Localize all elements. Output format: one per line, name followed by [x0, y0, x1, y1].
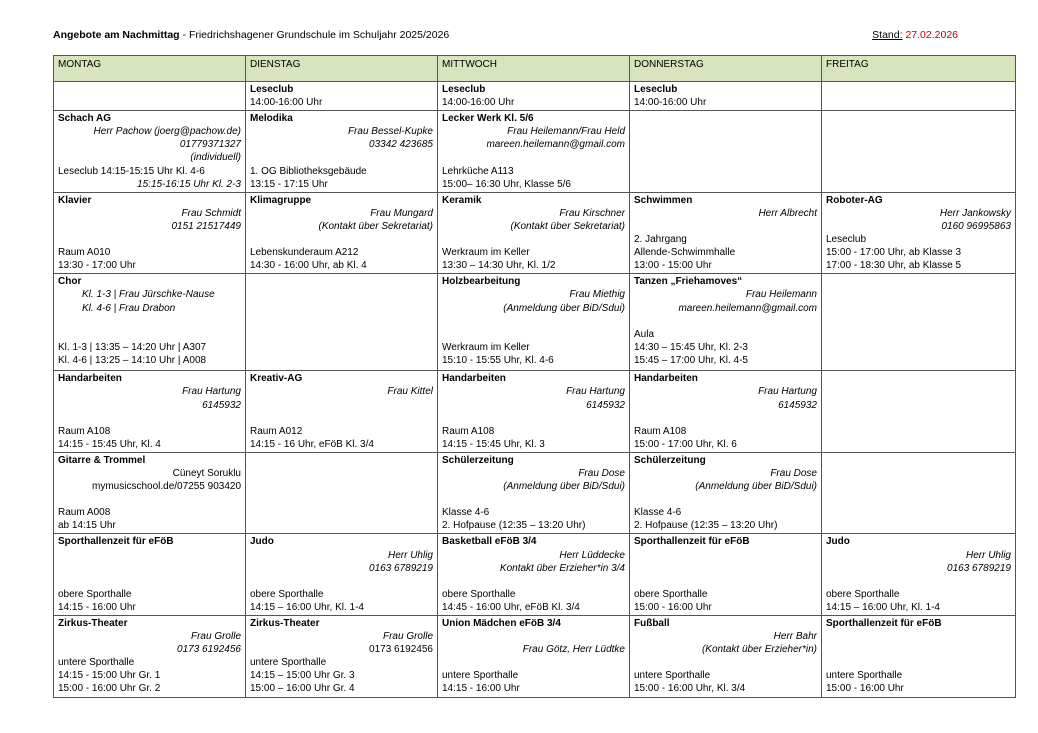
schedule-cell — [54, 616, 246, 698]
activity-title: Basketball eFöB 3/4 — [442, 536, 537, 548]
activity-title: Sporthallenzeit für eFöB — [58, 536, 174, 548]
contact-line: 0173 6192456 — [177, 644, 241, 656]
contact-line: Herr Albrecht — [758, 207, 817, 219]
spacer — [634, 656, 817, 669]
detail-line: Aula — [634, 328, 655, 340]
spacer — [442, 315, 625, 328]
spacer — [634, 220, 817, 233]
detail-line: 13:30 - 17:00 Uhr — [58, 260, 136, 272]
spacer — [250, 575, 433, 588]
spacer — [634, 549, 817, 562]
schedule-cell — [630, 616, 822, 698]
detail-line: Raum A108 — [634, 425, 687, 437]
activity-title: Keramik — [442, 194, 482, 206]
activity-title: Roboter-AG — [826, 194, 883, 206]
group-line: Kl. 4-6 | Frau Drabon — [82, 302, 176, 314]
schedule-cell — [246, 371, 438, 453]
schedule-cell — [630, 534, 822, 616]
detail-line: Lebenskunderaum A212 — [250, 247, 359, 259]
contact-line: Herr Uhlig — [965, 549, 1011, 561]
contact-line: 6145932 — [778, 399, 817, 411]
detail-line: 15:00– 16:30 Uhr, Klasse 5/6 — [442, 178, 571, 190]
day-header: MONTAG — [54, 56, 246, 82]
spacer — [250, 233, 433, 246]
schedule-cell — [54, 192, 246, 274]
detail-line: 15:00 – 16:00 Uhr Gr. 4 — [250, 683, 355, 695]
contact-line: 15:15-16:15 Uhr Kl. 2-3 — [137, 178, 241, 190]
contact-line: Frau Grolle — [190, 631, 241, 643]
detail-line: 2. Jahrgang — [634, 234, 687, 246]
activity-title: Judo — [250, 536, 274, 548]
spacer — [58, 233, 241, 246]
schedule-cell — [246, 452, 438, 534]
spacer — [442, 151, 625, 164]
detail-line: ab 14:15 Uhr — [58, 520, 116, 532]
contact-line: (Anmeldung über BiD/Sdui) — [503, 481, 625, 493]
activity-title: Handarbeiten — [442, 373, 506, 385]
spacer — [442, 493, 625, 506]
contact-line: (Anmeldung über BiD/Sdui) — [503, 302, 625, 314]
schedule-table — [53, 55, 1016, 698]
day-header: MITTWOCH — [438, 56, 630, 82]
contact-line: Frau Miethig — [569, 289, 625, 301]
contact-line: Frau Dose — [770, 467, 817, 479]
spacer — [250, 399, 433, 412]
contact-line: mareen.heilemann@gmail.com — [678, 302, 817, 314]
detail-line: untere Sporthalle — [826, 670, 903, 682]
detail-line: 15:00 - 16:00 Uhr — [826, 683, 904, 695]
schedule-cell — [822, 616, 1016, 698]
activity-title: Lecker Werk Kl. 5/6 — [442, 113, 534, 125]
contact-line: 6145932 — [586, 399, 625, 411]
detail-line: 14:15 – 16:00 Uhr, Kl. 1-4 — [826, 601, 940, 613]
detail-line: 15:45 – 17:00 Uhr, Kl. 4-5 — [634, 354, 748, 366]
day-header: FREITAG — [822, 56, 1016, 82]
detail-line: Allende-Schwimmhalle — [634, 247, 736, 259]
detail-line: 14:15 - 16:00 Uhr — [58, 601, 136, 613]
schedule-cell — [822, 111, 1016, 193]
detail-line: obere Sporthalle — [634, 588, 708, 600]
detail-line: 14:15 – 16:00 Uhr, Kl. 1-4 — [250, 601, 364, 613]
detail-line: 15:00 - 16:00 Uhr Gr. 2 — [58, 683, 161, 695]
detail-line: 1. OG Bibliotheksgebäude — [250, 165, 367, 177]
schedule-cell — [438, 274, 630, 371]
activity-title: Zirkus-Theater — [250, 618, 320, 629]
contact-line: Frau Grolle — [382, 631, 433, 643]
schedule-row — [54, 616, 1016, 698]
schedule-cell — [822, 452, 1016, 534]
detail-line: 13:30 – 14:30 Uhr, Kl. 1/2 — [442, 260, 556, 272]
spacer — [442, 575, 625, 588]
contact-line: mareen.heilemann@gmail.com — [486, 139, 625, 151]
schedule-cell — [246, 616, 438, 698]
contact-line: Herr Bahr — [773, 631, 817, 643]
spacer — [442, 233, 625, 246]
detail-line: Klasse 4-6 — [442, 507, 490, 519]
day-header: DONNERSTAG — [630, 56, 822, 82]
activity-title: Schülerzeitung — [442, 454, 514, 466]
schedule-cell — [822, 82, 1016, 111]
detail-line: Klasse 4-6 — [634, 507, 682, 519]
contact-line: 0151 21517449 — [171, 220, 241, 232]
spacer — [634, 493, 817, 506]
spacer — [442, 630, 625, 643]
detail-line: Leseclub — [826, 234, 867, 246]
schedule-cell — [822, 534, 1016, 616]
schedule-cell — [630, 274, 822, 371]
contact-line: Frau Dose — [578, 467, 625, 479]
detail-line: 15:00 - 17:00 Uhr, ab Klasse 3 — [826, 247, 962, 259]
detail-line: obere Sporthalle — [442, 588, 516, 600]
spacer — [826, 656, 1011, 669]
detail-line: 14:30 - 16:00 Uhr, ab Kl. 4 — [250, 260, 367, 272]
schedule-cell — [246, 111, 438, 193]
activity-title: Melodika — [250, 113, 293, 125]
detail-line: obere Sporthalle — [826, 588, 900, 600]
detail-line: 13:00 - 15:00 Uhr — [634, 260, 712, 272]
schedule-cell — [54, 274, 246, 371]
spacer — [442, 656, 625, 669]
contact-line: Herr Jankowsky — [939, 207, 1011, 219]
contact-line: Frau Kirschner — [559, 207, 625, 219]
detail-line: obere Sporthalle — [250, 588, 324, 600]
contact-line: Frau Götz, Herr Lüdtke — [522, 644, 625, 656]
spacer — [634, 562, 817, 575]
schedule-cell — [438, 616, 630, 698]
detail-line: 14:15 - 15:45 Uhr, Kl. 4 — [58, 438, 161, 450]
detail-line: 2. Hofpause (12:35 – 13:20 Uhr) — [634, 520, 778, 532]
schedule-row — [54, 111, 1016, 193]
contact-line: Herr Pachow (joerg@pachow.de) — [93, 126, 241, 138]
schedule-cell — [438, 82, 630, 111]
activity-title: Klimagruppe — [250, 194, 312, 206]
detail-line: Raum A108 — [442, 425, 495, 437]
detail-line: Lehrküche A113 — [442, 165, 514, 177]
detail-line: Raum A012 — [250, 425, 303, 437]
detail-line: Raum A108 — [58, 425, 111, 437]
detail-line: 14:15 - 15:00 Uhr Gr. 1 — [58, 670, 161, 682]
activity-title: Chor — [58, 276, 82, 288]
contact-line: Frau Hartung — [182, 386, 241, 398]
activity-title: Schülerzeitung — [634, 454, 706, 466]
spacer — [634, 575, 817, 588]
schedule-cell — [630, 82, 822, 111]
detail-line: obere Sporthalle — [58, 588, 132, 600]
contact-line: (Kontakt über Erzieher*in) — [701, 644, 817, 656]
activity-title: Zirkus-Theater — [58, 618, 128, 629]
activity-title: Handarbeiten — [634, 373, 698, 385]
schedule-cell — [822, 371, 1016, 453]
schedule-cell — [246, 274, 438, 371]
detail-line: 15:10 - 15:55 Uhr, Kl. 4-6 — [442, 354, 554, 366]
detail-line: 14:00-16:00 Uhr — [634, 97, 707, 109]
activity-title: Judo — [826, 536, 850, 548]
schedule-cell — [438, 371, 630, 453]
spacer — [58, 328, 241, 341]
document-title-rest: - Friedrichshagener Grundschule im Schuljahr 2025/2026 — [179, 29, 450, 41]
contact-line: 0163 6789219 — [369, 562, 433, 574]
detail-line: 14:15 - 15:45 Uhr, Kl. 3 — [442, 438, 545, 450]
activity-title: Fußball — [634, 618, 670, 629]
contact-line: Herr Lüddecke — [559, 549, 625, 561]
detail-line: Kl. 1-3 | 13:35 – 14:20 Uhr | A307 — [58, 341, 207, 353]
contact-line: Frau Mungard — [370, 207, 433, 219]
contact-line: (Anmeldung über BiD/Sdui) — [695, 481, 817, 493]
contact-line: 6145932 — [202, 399, 241, 411]
spacer — [58, 562, 241, 575]
spacer — [634, 412, 817, 425]
contact-line: Frau Hartung — [566, 386, 625, 398]
activity-title: Schach AG — [58, 113, 111, 125]
schedule-row — [54, 82, 1016, 111]
contact-line: 0163 6789219 — [947, 562, 1011, 574]
spacer — [826, 575, 1011, 588]
day-header-row — [54, 56, 1016, 82]
activity-title: Leseclub — [634, 84, 678, 95]
schedule-cell — [54, 534, 246, 616]
detail-line: 15:00 - 16:00 Uhr, Kl. 3/4 — [634, 683, 746, 695]
spacer — [634, 315, 817, 328]
detail-line: 14:15 - 16 Uhr, eFöB Kl. 3/4 — [250, 438, 374, 450]
schedule-cell — [822, 192, 1016, 274]
schedule-row — [54, 192, 1016, 274]
contact-line: Frau Hartung — [758, 386, 817, 398]
schedule-cell — [54, 371, 246, 453]
detail-line: Werkraum im Keller — [442, 247, 530, 259]
activity-title: Tanzen „Friehamoves“ — [634, 276, 743, 288]
activity-title: Gitarre & Trommel — [58, 454, 146, 466]
activity-title: Leseclub — [250, 84, 294, 95]
detail-line: 17:00 - 18:30 Uhr, ab Klasse 5 — [826, 260, 962, 272]
schedule-body — [54, 82, 1016, 698]
contact-line: Herr Uhlig — [387, 549, 433, 561]
detail-line: 14:00-16:00 Uhr — [442, 97, 515, 109]
activity-title: Union Mädchen eFöB 3/4 — [442, 618, 561, 629]
schedule-cell — [246, 82, 438, 111]
activity-title: Leseclub — [442, 84, 486, 95]
schedule-row — [54, 371, 1016, 453]
spacer — [442, 328, 625, 341]
day-header: DIENSTAG — [246, 56, 438, 82]
spacer — [58, 412, 241, 425]
contact-line: Frau Heilemann/Frau Held — [507, 126, 625, 138]
activity-title: Klavier — [58, 194, 92, 206]
schedule-cell — [822, 274, 1016, 371]
schedule-cell — [54, 452, 246, 534]
schedule-cell — [630, 192, 822, 274]
detail-line: 2. Hofpause (12:35 – 13:20 Uhr) — [442, 520, 586, 532]
contact-line: Frau Heilemann — [745, 289, 817, 301]
schedule-cell — [438, 452, 630, 534]
contact-line: Cüneyt Soruklu — [172, 467, 241, 479]
stand-label: Stand: — [872, 29, 903, 41]
schedule-row — [54, 274, 1016, 371]
schedule-cell — [54, 82, 246, 111]
detail-line: Kl. 4-6 | 13:25 – 14:10 Uhr | A008 — [58, 354, 207, 366]
spacer — [826, 630, 1011, 643]
schedule-row — [54, 452, 1016, 534]
detail-line: 14:15 – 15:00 Uhr Gr. 3 — [250, 670, 355, 682]
contact-line: (Kontakt über Sekretariat) — [318, 220, 433, 232]
activity-title: Sporthallenzeit für eFöB — [634, 536, 750, 548]
contact-line: Frau Bessel-Kupke — [347, 126, 433, 138]
activity-title: Sporthallenzeit für eFöB — [826, 618, 942, 629]
detail-line: untere Sporthalle — [442, 670, 519, 682]
spacer — [58, 315, 241, 328]
activity-title: Handarbeiten — [58, 373, 122, 385]
detail-line: 14:15 - 16:00 Uhr — [442, 683, 520, 695]
schedule-cell — [630, 111, 822, 193]
activity-title: Kreativ-AG — [250, 373, 303, 385]
document-title-bold: Angebote am Nachmittag — [53, 29, 180, 41]
contact-line: (individuell) — [190, 152, 241, 164]
schedule-cell — [630, 452, 822, 534]
contact-line: 03342 423685 — [369, 139, 433, 151]
detail-line: Leseclub 14:15-15:15 Uhr Kl. 4-6 — [58, 165, 205, 177]
contact-line: Frau Kittel — [387, 386, 433, 398]
stand-date — [872, 28, 958, 42]
detail-line: Raum A010 — [58, 247, 111, 259]
spacer — [442, 412, 625, 425]
detail-line: Werkraum im Keller — [442, 341, 530, 353]
contact-line: Kontakt über Erzieher*in 3/4 — [499, 562, 625, 574]
group-line: Kl. 1-3 | Frau Jürschke-Nause — [82, 289, 215, 301]
contact-line: 01779371327 — [179, 139, 241, 151]
activity-title: Holzbearbeitung — [442, 276, 521, 288]
stand-date-value: 27.02.2026 — [902, 29, 958, 41]
detail-line: 13:15 - 17:15 Uhr — [250, 178, 328, 190]
schedule-cell — [246, 192, 438, 274]
page-header — [53, 28, 958, 44]
contact-line: Frau Schmidt — [181, 207, 241, 219]
schedule-cell — [438, 192, 630, 274]
detail-line: 15:00 - 16:00 Uhr — [634, 601, 712, 613]
detail-line: untere Sporthalle — [250, 657, 327, 669]
contact-line: 0173 6192456 — [369, 644, 433, 656]
schedule-cell — [438, 534, 630, 616]
document-title — [53, 28, 449, 42]
detail-line: 14:45 - 16:00 Uhr, eFöB Kl. 3/4 — [442, 601, 580, 613]
detail-line: untere Sporthalle — [58, 657, 135, 669]
detail-line: Raum A008 — [58, 507, 111, 519]
spacer — [58, 549, 241, 562]
schedule-cell — [438, 111, 630, 193]
spacer — [250, 412, 433, 425]
spacer — [250, 151, 433, 164]
detail-line: untere Sporthalle — [634, 670, 711, 682]
contact-line: mymusicschool.de/07255 903420 — [92, 481, 241, 493]
spacer — [58, 575, 241, 588]
contact-line: 0160 96995863 — [941, 220, 1011, 232]
spacer — [58, 493, 241, 506]
spacer — [826, 643, 1011, 656]
detail-line: 14:00-16:00 Uhr — [250, 97, 323, 109]
detail-line: 15:00 - 17:00 Uhr, Kl. 6 — [634, 438, 737, 450]
activity-title: Schwimmen — [634, 194, 693, 206]
schedule-cell — [54, 111, 246, 193]
schedule-cell — [630, 371, 822, 453]
detail-line: 14:30 – 15:45 Uhr, Kl. 2-3 — [634, 341, 748, 353]
schedule-row — [54, 534, 1016, 616]
schedule-cell — [246, 534, 438, 616]
contact-line: (Kontakt über Sekretariat) — [510, 220, 625, 232]
